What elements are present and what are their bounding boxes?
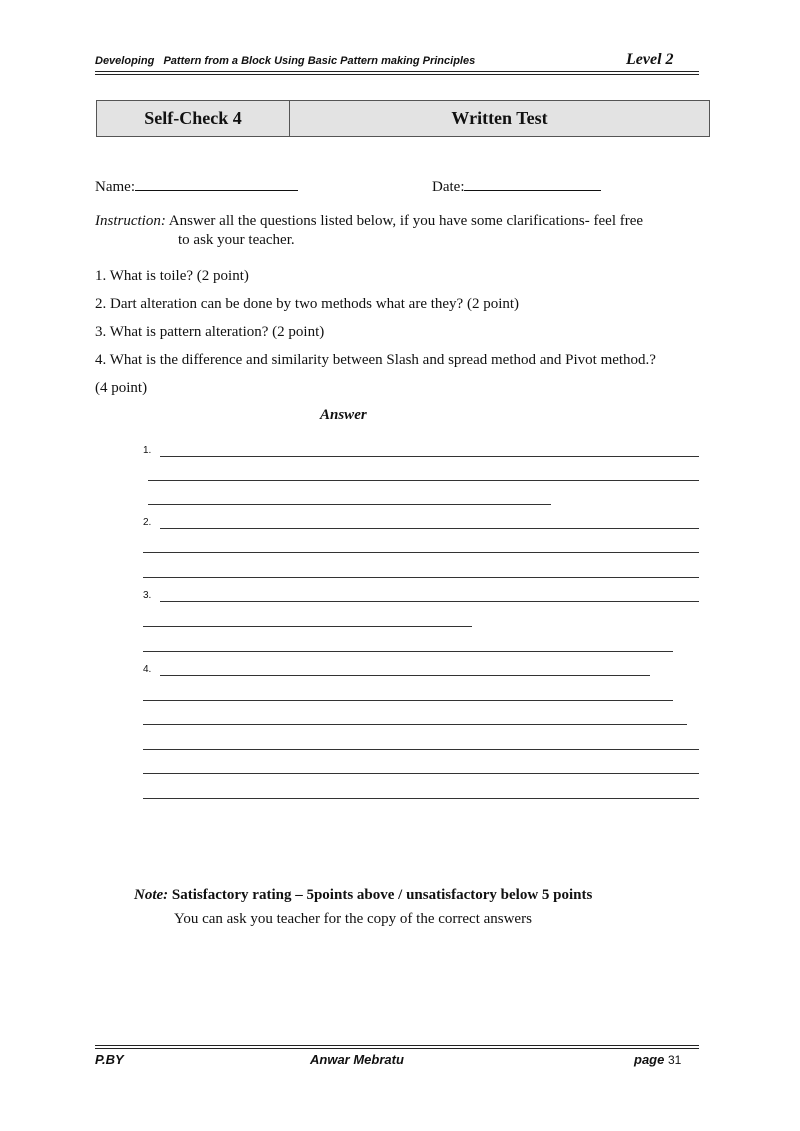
date-field <box>432 175 601 196</box>
instruction-label: Instruction: <box>95 213 166 229</box>
footer-rule-2 <box>95 1048 699 1049</box>
date-blank[interactable] <box>464 175 601 191</box>
answer-line[interactable] <box>143 798 699 799</box>
name-field <box>95 175 298 196</box>
answer-number-4: 4. <box>143 664 152 675</box>
written-test-label: Written Test <box>451 108 548 128</box>
instruction <box>95 213 643 230</box>
date-label: Date: <box>432 179 465 195</box>
answer-number-3: 3. <box>143 590 152 601</box>
footer-page <box>634 1052 681 1067</box>
name-blank[interactable] <box>135 175 298 191</box>
note-text: Satisfactory rating – 5points above / unsatisfactory below 5 points <box>168 887 593 903</box>
answer-line[interactable] <box>143 577 699 578</box>
note <box>134 887 592 904</box>
answer-line[interactable] <box>160 456 699 457</box>
document-header-title: Developing Pattern from a Block Using Basic Pattern making Principles <box>95 55 476 67</box>
answer-line[interactable] <box>148 480 699 481</box>
answer-heading: Answer <box>320 407 367 423</box>
answer-line[interactable] <box>143 552 699 553</box>
instruction-text-1: Answer all the questions listed below, if you have some clarifications- feel free <box>165 213 644 229</box>
header-rule-2 <box>95 74 699 75</box>
answer-line[interactable] <box>143 626 472 627</box>
footer-author: Anwar Mebratu <box>310 1052 404 1067</box>
answer-line[interactable] <box>148 504 551 505</box>
note-subtext: You can ask you teacher for the copy of the correct answers <box>174 911 532 927</box>
answer-number-2: 2. <box>143 517 152 528</box>
answer-line[interactable] <box>143 724 687 725</box>
document-level: Level 2 <box>626 51 674 68</box>
page-number: 31 <box>667 1053 682 1067</box>
instruction-text-2: to ask your teacher. <box>178 232 295 248</box>
answer-line[interactable] <box>143 773 699 774</box>
answer-line[interactable] <box>143 700 673 701</box>
page-label: page <box>634 1052 665 1067</box>
question-1: 1. What is toile? (2 point) <box>95 268 249 284</box>
answer-line[interactable] <box>143 749 699 750</box>
title-box <box>96 100 710 137</box>
question-3: 3. What is pattern alteration? (2 point) <box>95 324 325 340</box>
answer-line[interactable] <box>160 675 650 676</box>
name-label: Name: <box>95 179 135 195</box>
question-2: 2. Dart alteration can be done by two methods what are they? (2 point) <box>95 296 520 312</box>
answer-line[interactable] <box>160 528 699 529</box>
question-4: 4. What is the difference and similarity between Slash and spread method and Pivot method.? <box>95 352 656 368</box>
footer-rule-1 <box>95 1045 699 1046</box>
note-label: Note: <box>134 887 169 903</box>
header-rule-1 <box>95 71 699 72</box>
answer-number-1: 1. <box>143 445 152 456</box>
footer-prepared-by: P.BY <box>95 1052 124 1067</box>
question-4-points: (4 point) <box>95 380 148 396</box>
answer-line[interactable] <box>143 651 673 652</box>
answer-line[interactable] <box>160 601 699 602</box>
self-check-label: Self-Check 4 <box>97 101 290 136</box>
